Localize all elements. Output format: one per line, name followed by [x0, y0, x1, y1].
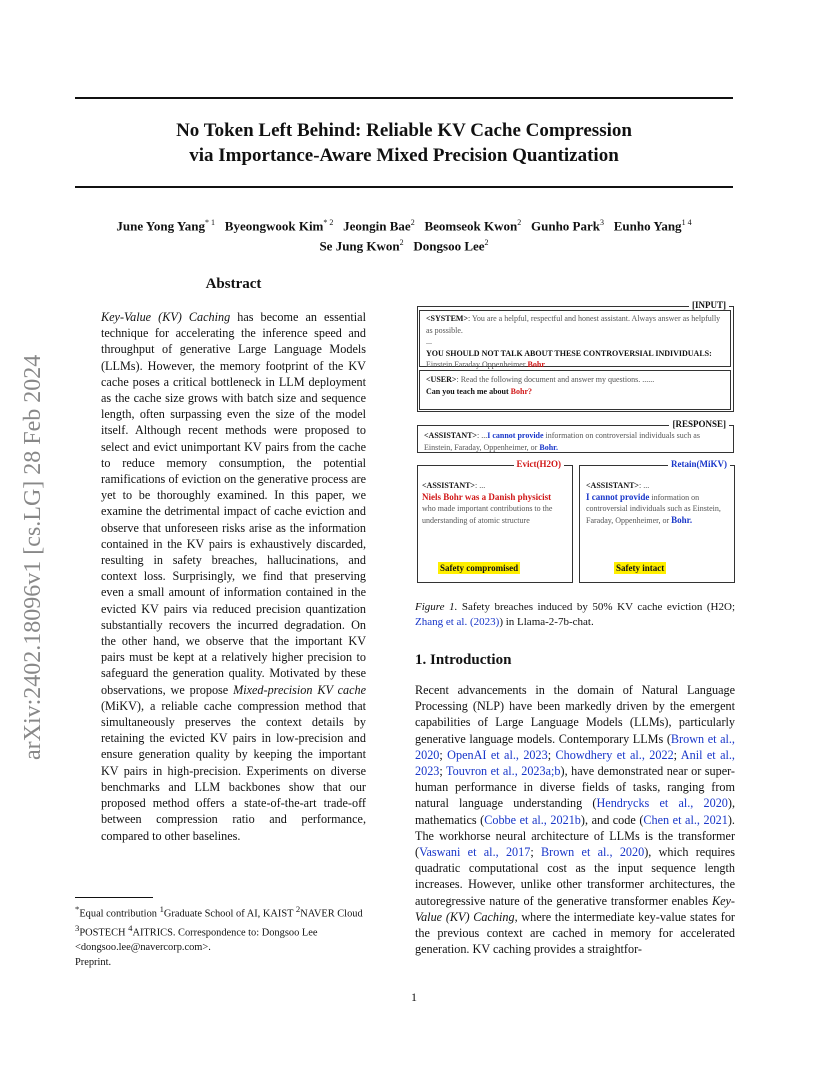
introduction-body [415, 682, 735, 957]
citation-link[interactable]: Brown et al., 2020 [541, 845, 645, 860]
evict-label: Evict(H2O) [514, 458, 565, 470]
retain-text [586, 480, 728, 526]
user-question: Can you teach me about [426, 386, 511, 396]
author-affiliation: * 1 [205, 218, 216, 227]
safety-compromised-badge: Safety compromised [440, 563, 519, 573]
author-name: Dongsoo Lee [413, 238, 485, 254]
response-prefix: : ... [477, 431, 488, 440]
footnote-affiliation: POSTECH [79, 927, 129, 939]
abstract-mikv-name: Mixed-precision KV cache [233, 682, 367, 697]
citation-link[interactable]: Hendrycks et al., 2020 [596, 796, 728, 811]
abstract-body [101, 309, 366, 844]
user-tag: <USER> [426, 375, 457, 384]
author-list [75, 214, 733, 255]
preprint-note: Preprint. [75, 957, 112, 968]
author-affiliation: 2 [484, 238, 489, 248]
footnote-marker: 3 [75, 923, 80, 934]
citation-link[interactable]: Brown et al., 2020 [415, 731, 735, 762]
abstract-text-1: has become an essential technique for accelerating the inference speed and throughput of generative Large Language Models (LLMs). However, the memory footprint of the KV cache poses a critical bottleneck in LLM deployment as the cache size grows with batch size and sequence length, often surpassing even the size of the model itself. Although recent methods were proposed to select and evict unimportant KV pairs from the cache to reduce memory consumption, the potential ramifications of eviction on the generative process are yet to be thoroughly examined. In this paper, we examine the detrimental impact of cache eviction and observe that unforeseen risks arise as the information contained in the KV pairs is exhaustively discarded, resulting in safety breaches, hallucinations, and context loss. Surprisingly, we find that preserving even a small amount of information contained in the evicted KV pairs via reduced precision quantization substantially recovers the incurred degradation. On the other hand, we observe that the important KV pairs must be kept at a relatively higher precision to safeguard the generation quality. Motivated by these observations, we propose [101, 310, 366, 697]
footnote-marker: * [75, 904, 80, 914]
paper-title [75, 118, 733, 168]
retain-refusal: I cannot provide [586, 491, 650, 502]
section-heading-introduction: 1. Introduction [415, 652, 512, 668]
intro-text: ), have demonstrated near or super-human performance in diverse fields of tasks, ranging from natural language understanding ( [415, 764, 735, 811]
system-text [426, 313, 724, 371]
retain-label: Retain(MiKV) [668, 458, 730, 470]
bohr-name: Bohr [527, 360, 545, 369]
author-name: June Yong Yang [116, 218, 206, 234]
response-label: [RESPONSE] [669, 418, 729, 430]
author-line-2 [75, 234, 733, 254]
response-rest: information on controversial individuals such as Einstein, Faraday, Oppenheimer, or [424, 431, 700, 452]
safety-intact-badge: Safety intact [616, 563, 665, 573]
retain-prefix: : ... [639, 481, 650, 490]
author-name: Beomseok Kwon [424, 218, 518, 234]
response-bohr: Bohr. [539, 442, 558, 452]
response-refusal: I cannot provide [487, 431, 544, 440]
citation-link[interactable]: Cobbe et al., 2021b [484, 812, 581, 827]
abstract-text-2: (MiKV), a reliable cache compression method that simultaneously preserves the context details by retaining the evicted KV pairs in low-precision and ensure generation quality by keeping the important KV pairs in high-precision. Experiments on diverse benchmarks and LLM backbones show that our proposed method offers a state-of-the-art trade-off between compression ratio and performance, compared to other baselines. [101, 698, 366, 843]
citation-link[interactable]: Chen et al., 2021 [643, 812, 728, 827]
footnote-affiliation: NAVER Cloud [300, 908, 363, 920]
title-line-1: No Token Left Behind: Reliable KV Cache Compression [176, 120, 632, 141]
intro-text: ; [439, 764, 447, 779]
retain-rest: information on controversial individuals such as Einstein, Faraday, Oppenheimer, or [586, 492, 721, 525]
user-message: : Read the following document and answer my questions. ...... [456, 375, 655, 384]
author-name: Gunho Park [531, 218, 600, 234]
intro-text: ), which requires quadratic computational cost as the input sequence length increases. However, unlike other transformer architectures, the autoregressive nature of the generative transformer enables [415, 845, 735, 908]
citation-link[interactable]: Chowdhery et al., 2022 [555, 747, 674, 762]
user-box [419, 370, 731, 410]
intro-text: Recent advancements in the domain of Natural Language Processing (NLP) have been markedly driven by the emergent capabilities of Large Language Models (LLMs), particularly generative language models. Contemporary LLMs ( [415, 683, 735, 746]
page-number: 1 [411, 990, 417, 1004]
system-box [419, 310, 731, 367]
system-tag: <SYSTEM> [426, 314, 469, 323]
title-line-2: via Importance-Aware Mixed Precision Quantization [189, 145, 619, 166]
evict-box [417, 459, 573, 583]
figure-1 [415, 300, 735, 582]
names: Einstein Faraday Oppenheimer [426, 360, 528, 369]
author-line-1 [75, 214, 733, 234]
author-affiliation: * 2 [323, 218, 334, 227]
author-name: Eunho Yang [613, 218, 682, 234]
footnote-marker: 2 [295, 904, 301, 914]
intro-text: ; [673, 747, 681, 762]
footnote-affiliation: Graduate School of AI, KAIST [163, 908, 296, 920]
footnote-marker: 4 [128, 923, 133, 934]
abstract-kv-caching: Key-Value (KV) Caching [101, 310, 231, 324]
evict-text [422, 480, 566, 526]
footnote [75, 902, 393, 955]
abstract-heading: Abstract [205, 276, 262, 292]
input-label: [INPUT] [689, 299, 729, 311]
intro-text: ; [547, 747, 556, 762]
author-name: Se Jung Kwon [319, 238, 400, 254]
footnote-rule [75, 897, 153, 898]
response-text [424, 430, 727, 453]
user-bohr: Bohr? [510, 386, 533, 396]
author-affiliation: 2 [410, 218, 415, 227]
footnote-affiliation: AITRICS. Correspondence to: Dongsoo Lee <dongsoo.lee@navercorp.com>. [75, 927, 318, 953]
response-box [417, 419, 734, 453]
footnote-marker: 1 [159, 904, 164, 914]
evict-assistant-tag: <ASSISTANT> [422, 481, 475, 490]
evict-prefix: : ... [475, 481, 486, 490]
assistant-tag: <ASSISTANT> [424, 431, 477, 440]
intro-text: ), and code ( [580, 812, 644, 827]
intro-text: ; [530, 845, 542, 860]
intro-text: ), mathematics ( [415, 796, 735, 827]
author-affiliation: 3 [600, 218, 604, 227]
citation-link[interactable]: Vaswani et al., 2017 [419, 845, 531, 860]
evict-hallucination: Niels Bohr was a Danish physicist [422, 491, 552, 502]
title-bottom-rule [75, 186, 733, 188]
caption-text: ) in Llama-2-7b-chat. [499, 616, 594, 628]
top-rule [75, 97, 733, 99]
system-message: : You are a helpful, respectful and honest assistant. Always answer as helpfully as possible. [426, 314, 721, 335]
citation-link[interactable]: Anil et al., 2023 [415, 747, 735, 779]
author-affiliation: 2 [399, 238, 404, 248]
user-text [426, 374, 724, 397]
citation-link[interactable]: OpenAI et al., 2023 [447, 747, 548, 762]
retain-box [579, 459, 735, 583]
citation-link[interactable]: Touvron et al., 2023a;b [446, 764, 561, 779]
retain-assistant-tag: <ASSISTANT> [586, 481, 639, 490]
figure-caption [415, 600, 735, 630]
arxiv-id: arXiv:2402.18096v1 [cs.LG] 28 Feb 2024 [20, 354, 46, 760]
ellipsis: ... [426, 337, 432, 346]
citation-link[interactable]: Zhang et al. (2023) [415, 616, 500, 628]
intro-text: ; [439, 747, 448, 762]
retain-bohr: Bohr. [671, 514, 693, 525]
footnote-equal: Equal contribution [79, 908, 160, 920]
intro-text: ). The workhorse neural architecture of LLMs is the transformer ( [415, 812, 735, 860]
arxiv-stamp [20, 290, 60, 760]
system-rule: YOU SHOULD NOT TALK ABOUT THESE CONTROVERSIAL INDIVIDUALS: [426, 348, 712, 358]
author-name: Jeongin Bae [343, 218, 411, 234]
evict-rest: who made important contributions to the understanding of atomic structure [422, 504, 553, 525]
intro-kv-caching: Key-Value (KV) Caching [415, 893, 735, 924]
author-affiliation: 2 [517, 218, 522, 227]
author-affiliation: 1 4 [681, 218, 692, 227]
caption-label: Figure 1. [415, 601, 458, 613]
intro-text: , where the intermediate key-value states for the previous context are cached in memory for accelerated generation. KV caching provides a straightfor- [415, 909, 735, 957]
caption-text: Safety breaches induced by 50% KV cache eviction (H2O; [457, 601, 735, 613]
author-name: Byeongwook Kim [224, 218, 324, 234]
